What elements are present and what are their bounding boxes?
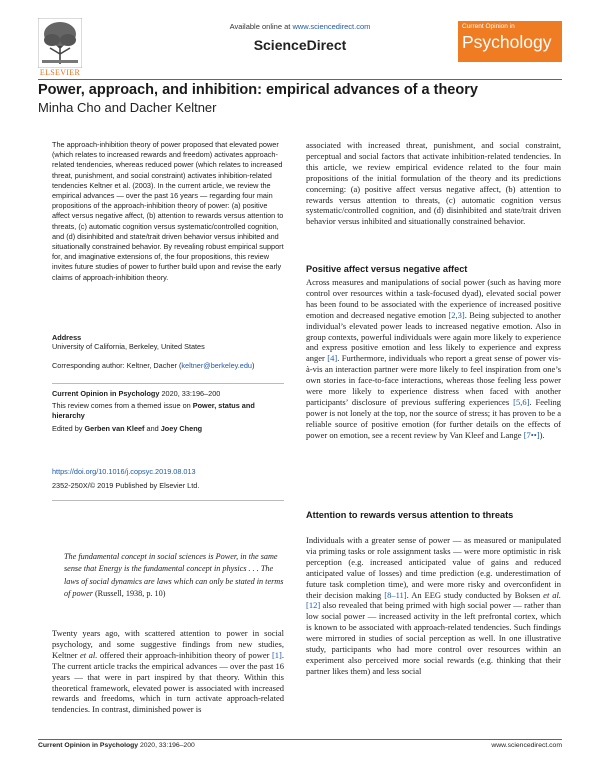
journal-logo <box>458 21 562 62</box>
epigraph-text: The fundamental concept in social sciences is Power, in the same sense that Energy is the fundamental concept in physics . . . The laws of social dynamics are laws which can only be stated in terms of power <box>64 552 284 599</box>
intro-paragraph: Twenty years ago, with scattered attention to power in social psychology, and some suggestive findings from new studies, Keltner et al. offered their approach-inhibition theory of power [1]. The current article tracks the empirical advances — over the past 16 years — that were in part inspired by that theory. Within this theoretical framework, elevated power is associated with increased rewards and freedoms, which in turn activate approach-related tendencies. In contrast, diminished power is <box>52 628 284 715</box>
article-title: Power, approach, and inhibition: empirical advances of a theory <box>38 82 478 98</box>
address-text: University of California, Berkeley, United States <box>52 342 205 351</box>
issn-copyright: 2352-250X/© 2019 Published by Elsevier Ltd. <box>52 481 200 490</box>
doi-link[interactable]: https://doi.org/10.1016/j.copsyc.2019.08.013 <box>52 467 196 476</box>
info-divider-bottom <box>52 500 284 501</box>
journal-logo-line1: Current Opinion in <box>462 23 515 30</box>
sciencedirect-wordmark: ScienceDirect <box>253 37 347 53</box>
abstract: The approach-inhibition theory of power proposed that elevated power (which relates to increased rewards and freedom) activates approach-related tendencies, whereas reduced power (which relates to increased threat, punishment, and social constraint) activates inhibition-related tendencies Keltner et al. (2003). In the current article, we review the empirical advances — over the past 16 years — regarding four main propositions of the approach-inhibition theory of power: (a) positive affect versus negative affect, (b) attention to rewards versus attention to threats, (c) automatic cognition versus systematic/controlled cognition, and (d) disinhibited and state/trait driven behavior versus inhibited and situationally constrained behavior. By revealing robust empirical support for, and imaginative extensions of, the four propositions, this review invites future studies of power to further build upon and revise the early claims of approach-inhibition theory. <box>52 140 284 282</box>
intro-continuation: associated with increased threat, punishment, and social constraint, perceptual and social factors that activate inhibition-related tendencies. In this article, we review empirical evidence related to the four main propositions of the initial formulation of the theory and its predictions concerning: (a) positive affect versus negative affect, (b) attention to rewards versus attention to threats, (c) automatic cognition versus systematic/controlled cognition, and (d) disinhibited and state/trait driven behavior versus inhibited and situationally constrained behavior. <box>306 140 561 227</box>
citation-link[interactable]: [2,3] <box>448 309 465 320</box>
citation-link[interactable]: [12] <box>306 600 321 611</box>
address-heading: Address <box>52 333 82 342</box>
citation-link[interactable]: [5,6] <box>513 396 530 407</box>
section-heading-attention: Attention to rewards versus attention to threats <box>306 510 514 520</box>
editors: Edited by Gerben van Kleef and Joey Cheng <box>52 424 203 433</box>
journal-citation: Current Opinion in Psychology 2020, 33:196–200 <box>52 389 221 398</box>
footer-citation: Current Opinion in Psychology 2020, 33:196–200 <box>38 742 195 749</box>
citation-link[interactable]: [7••] <box>523 429 540 440</box>
epigraph-attribution: (Russell, 1938, p. 10) <box>94 589 166 599</box>
themed-issue: This review comes from a themed issue on Power, status and hierarchy <box>52 401 255 421</box>
sciencedirect-link[interactable]: www.sciencedirect.com <box>292 22 371 31</box>
journal-logo-line2: Psychology <box>462 32 552 52</box>
article-authors: Minha Cho and Dacher Keltner <box>38 100 217 115</box>
info-divider-top <box>52 383 284 384</box>
citation-link[interactable]: [4] <box>327 353 338 364</box>
section-heading-affect: Positive affect versus negative affect <box>306 264 468 274</box>
section-attention-paragraph: Individuals with a greater sense of power — as measured or manipulated via priming tasks or role assignment tasks — were more optimistic in risk perception (e.g. increased anticipated value of gains and reduced anticipated value of losses) and time prediction (e.g. underestimation of future task completion time), and were more risky and overconfident in their decision making [8–11]. An EEG study conducted by Boksen et al. [12] also revealed that being primed with high social power — rather than low social power — increased activity in the left prefrontal cortex, which is known to be associated with approach-related tendencies. Such findings were mirrored in studies of social perception as well. In one illustrative study, participants who had more control over resources within an experiment also perceived more social rewards (e.g. thinking that their partner likes them) and less social <box>306 535 561 676</box>
epigraph-quote <box>64 551 284 601</box>
corresponding-email-link[interactable]: keltner@berkeley.edu <box>181 361 252 370</box>
elsevier-wordmark: ELSEVIER <box>39 68 81 77</box>
page-header <box>0 0 600 80</box>
section-affect-paragraph: Across measures and manipulations of social power (such as having more control over resources within a task-focused dyad), elevated social power has been found to be associated with the experience of increased positive emotion and decreased negative emotion [2,3]. Being subjected to another individual’s elevated power leads to increased negative emotion. Also in group contexts, powerful individuals were again more likely to experience and express positive emotion and less likely to experience and express anger [4]. Furthermore, individuals who report a great sense of power vis-à-vis an interaction partner were more likely to feel inspiration from one’s own stories in face-to-face interactions, whereas those feeling less power were more likely to experience distress when faced with another participants’ disclosure of previous suffering experiences [5,6]. Feeling power is not lonely at the top, nor the source of stress; it has proven to be a reliable source of positive emotion (for further details on the effects of power on emotion, see a recent review by Van Kleef and Lange [7••]). <box>306 277 561 440</box>
citation-link[interactable]: [8–11] <box>384 589 407 600</box>
corresponding-author: Corresponding author: Keltner, Dacher (keltner@berkeley.edu) <box>52 361 255 370</box>
citation-link[interactable]: [1] <box>271 649 282 660</box>
header-divider <box>38 79 562 80</box>
availability-line: Available online at www.sciencedirect.com <box>229 22 371 31</box>
footer-website[interactable]: www.sciencedirect.com <box>491 742 562 749</box>
footer-divider <box>38 739 562 740</box>
